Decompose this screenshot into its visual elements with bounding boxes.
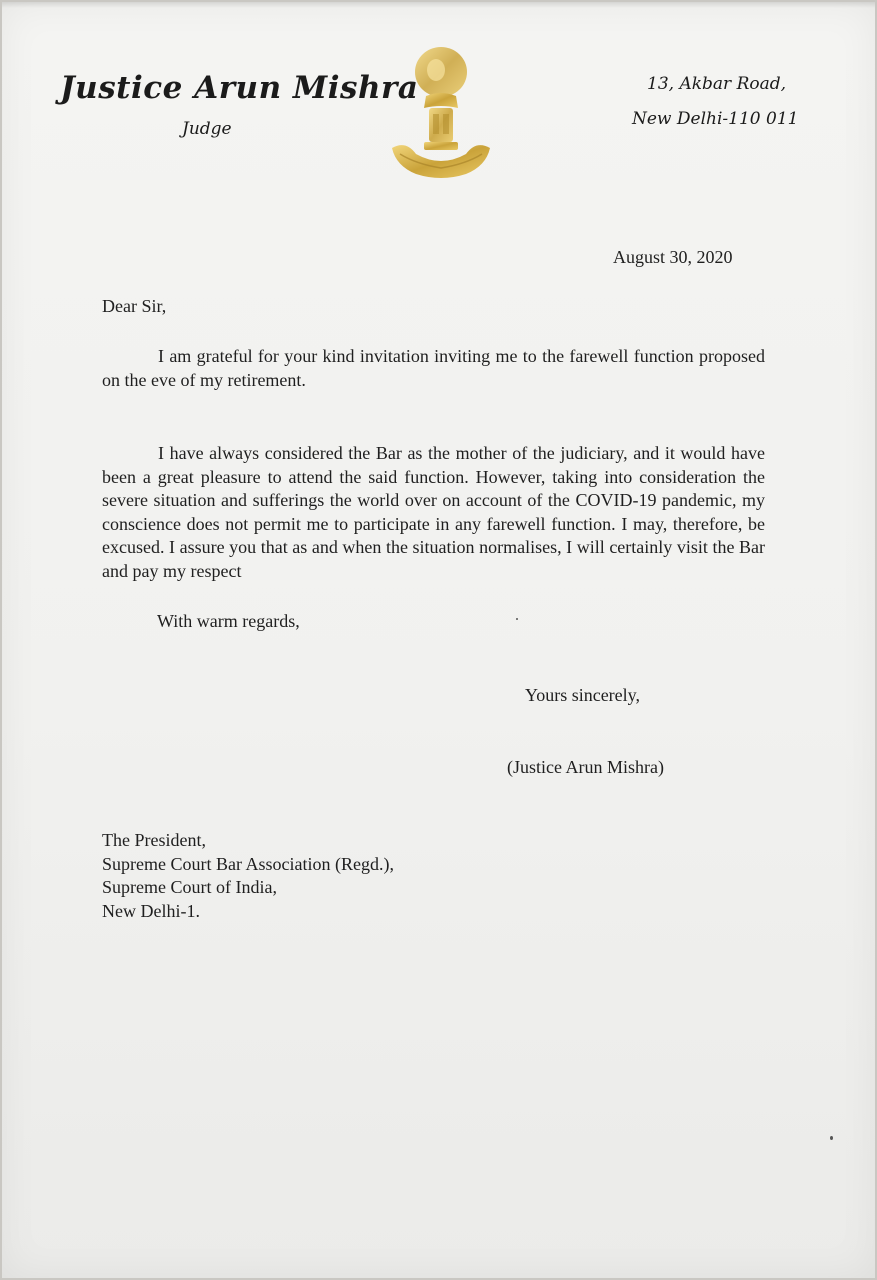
signatory-name: (Justice Arun Mishra) bbox=[507, 757, 664, 777]
letter-page bbox=[2, 2, 875, 1278]
recipient-line-1: The President, bbox=[102, 830, 206, 850]
recipient-line-2: Supreme Court Bar Association (Regd.), bbox=[102, 853, 394, 874]
paragraph-1 bbox=[102, 345, 765, 392]
letter-date: August 30, 2020 bbox=[613, 247, 733, 267]
paper-speck bbox=[516, 618, 518, 620]
state-emblem-icon bbox=[386, 44, 496, 184]
salutation: Dear Sir, bbox=[102, 296, 167, 316]
sign-off: Yours sincerely, bbox=[525, 685, 640, 705]
recipient-address bbox=[102, 829, 394, 923]
letterhead-name: Justice Arun Mishra bbox=[60, 70, 419, 106]
paragraph-2-text: I have always considered the Bar as the mother of the judiciary, and it would have been a great pleasure to attend the said function. However, taking into consideration the severe situation and sufferings the world over on account of the COVID-19 pandemic, my conscience does not permit me to participate in any farewell function. I may, therefore, be excused. I assure you that as and when the situation normalises, I will certainly visit the Bar and pay my respect bbox=[102, 443, 765, 581]
paper-speck bbox=[830, 1136, 833, 1140]
paragraph-2 bbox=[102, 442, 765, 583]
letterhead-address-line2: New Delhi-110 011 bbox=[632, 109, 799, 129]
recipient-line-4: New Delhi-1. bbox=[102, 900, 200, 921]
letterhead-title: Judge bbox=[182, 119, 232, 139]
paragraph-1-text: I am grateful for your kind invitation inviting me to the farewell function proposed on the eve of my retirement. bbox=[102, 346, 765, 390]
letterhead-address-line1: 13, Akbar Road, bbox=[647, 74, 787, 94]
closing-line: With warm regards, bbox=[157, 611, 300, 631]
recipient-line-3: Supreme Court of India, bbox=[102, 877, 277, 897]
